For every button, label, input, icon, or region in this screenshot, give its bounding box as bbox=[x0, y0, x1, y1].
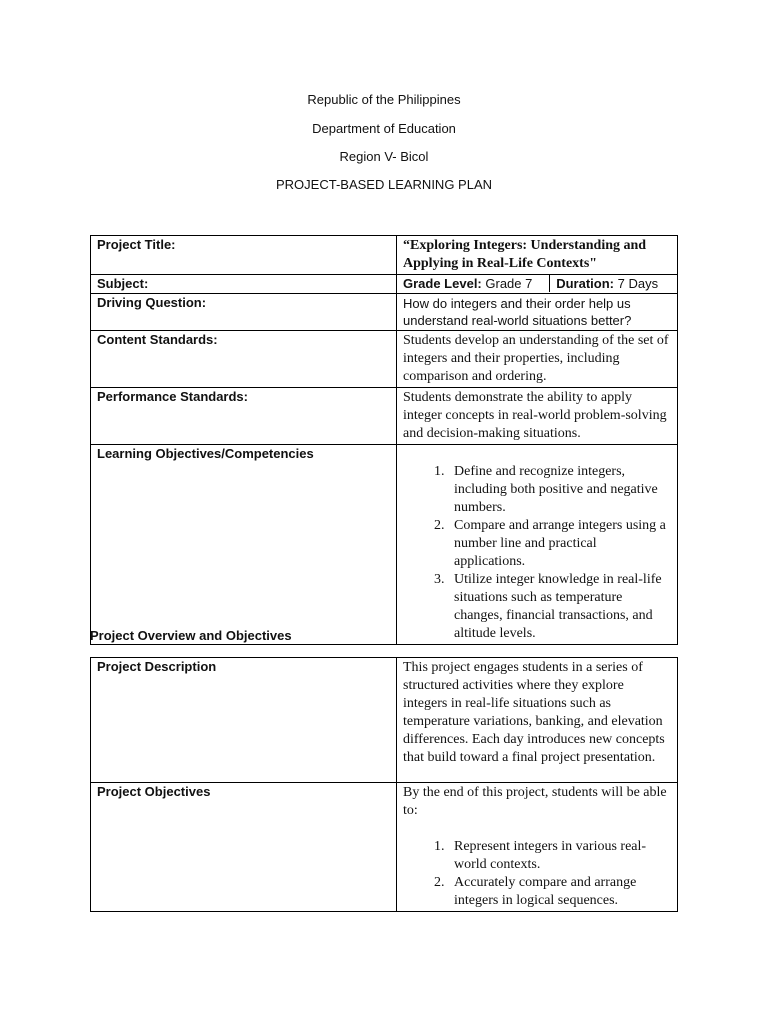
header-region: Region V- Bicol bbox=[339, 149, 429, 164]
subject-label: Subject: bbox=[91, 275, 397, 294]
header-department: Department of Education bbox=[312, 121, 456, 136]
row-subject bbox=[91, 275, 678, 294]
project-objective-item: 2. Accurately compare and arrange integers in logical sequences. bbox=[448, 874, 671, 910]
grade-duration-cell bbox=[397, 275, 678, 294]
description-value: This project engages students in a series of structured activities where they explore integers in real-life situations such as temperature variations, banking, and elevation differences. Each day introduces new concepts that build toward a final project presentation. bbox=[397, 658, 678, 783]
objective-item: 1. Define and recognize integers, including both positive and negative numbers. bbox=[448, 463, 671, 517]
project-objectives-list bbox=[403, 838, 671, 910]
performance-standards-label: Performance Standards: bbox=[91, 388, 397, 445]
row-learning-objectives bbox=[91, 445, 678, 645]
overview-table bbox=[90, 657, 678, 912]
duration bbox=[550, 275, 664, 292]
project-title-label: Project Title: bbox=[91, 236, 397, 275]
objective-item: 2. Compare and arrange integers using a number line and practical applications. bbox=[448, 517, 671, 571]
grade-value: Grade 7 bbox=[485, 276, 533, 291]
driving-question-value: How do integers and their order help us understand real-world situations better? bbox=[397, 294, 678, 331]
grade-level bbox=[397, 275, 550, 292]
row-project-description bbox=[91, 658, 678, 783]
plan-table bbox=[90, 235, 678, 645]
project-objectives-label: Project Objectives bbox=[91, 783, 397, 912]
row-performance-standards bbox=[91, 388, 678, 445]
row-content-standards bbox=[91, 331, 678, 388]
performance-standards-value: Students demonstrate the ability to apply integer concepts in real-world problem-solving and decision-making situations. bbox=[397, 388, 678, 445]
row-project-objectives bbox=[91, 783, 678, 912]
objectives-list bbox=[403, 463, 671, 643]
row-project-title bbox=[91, 236, 678, 275]
project-objective-item: 1. Represent integers in various real-world contexts. bbox=[448, 838, 671, 874]
header-republic: Republic of the Philippines bbox=[307, 92, 461, 107]
duration-label: Duration: bbox=[556, 276, 614, 291]
project-objectives-intro: By the end of this project, students will be able to: bbox=[403, 785, 667, 818]
project-title-value: “Exploring Integers: Understanding and Applying in Real-Life Contexts" bbox=[397, 236, 678, 275]
header-plan-title: PROJECT-BASED LEARNING PLAN bbox=[276, 177, 492, 192]
grade-label: Grade Level: bbox=[403, 276, 482, 291]
row-driving-question bbox=[91, 294, 678, 331]
driving-question-label: Driving Question: bbox=[91, 294, 397, 331]
objective-item: 3. Utilize integer knowledge in real-life situations such as temperature changes, financial transactions, and altitude levels. bbox=[448, 571, 671, 643]
project-objectives-value bbox=[397, 783, 678, 912]
objectives-label: Learning Objectives/Competencies bbox=[91, 445, 397, 645]
description-label: Project Description bbox=[91, 658, 397, 783]
duration-value: 7 Days bbox=[617, 276, 659, 291]
overview-heading: Project Overview and Objectives bbox=[90, 628, 292, 643]
objectives-value bbox=[397, 445, 678, 645]
content-standards-label: Content Standards: bbox=[91, 331, 397, 388]
content-standards-value: Students develop an understanding of the set of integers and their properties, including comparison and ordering. bbox=[397, 331, 678, 388]
